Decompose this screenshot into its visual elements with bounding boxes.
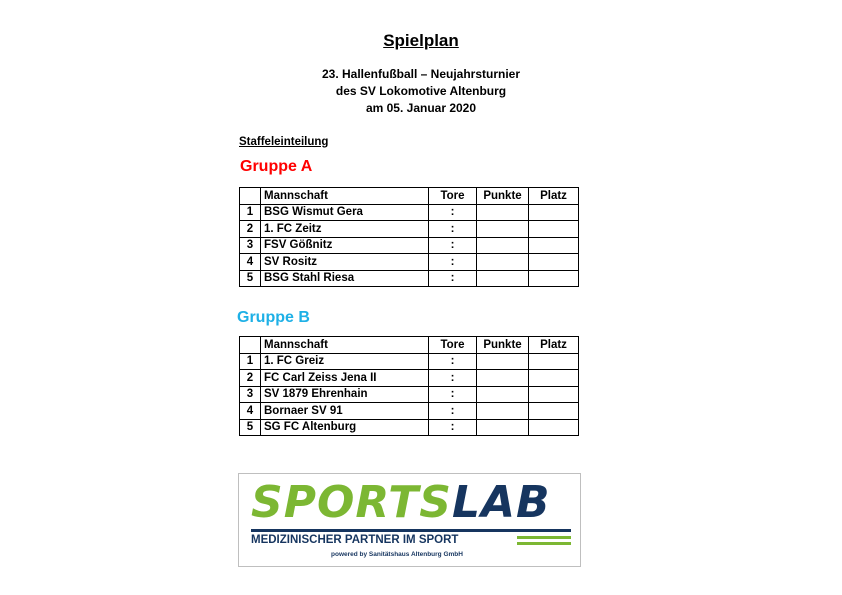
group-b-heading: Gruppe B [237,309,310,326]
row-number: 5 [240,419,261,436]
sponsor-logo-wordmark [251,478,551,528]
row-number: 4 [240,254,261,271]
goals-cell: : [429,386,477,403]
subtitle-line-2: des SV Lokomotive Altenburg [335,84,507,98]
points-cell [477,419,529,436]
subtitle-line-3: am 05. Januar 2020 [365,101,477,115]
table-header-row [240,337,579,354]
rank-cell [529,386,579,403]
points-cell [477,370,529,387]
header-team: Mannschaft [261,188,429,205]
goals-cell: : [429,353,477,370]
goals-cell: : [429,370,477,387]
table-row [240,386,579,403]
points-cell [477,221,529,238]
goals-cell: : [429,270,477,287]
row-number: 2 [240,370,261,387]
sponsor-tagline: MEDIZINISCHER PARTNER IM SPORT [251,534,459,546]
table-row [240,270,579,287]
row-number: 4 [240,403,261,420]
points-cell [477,204,529,221]
table-row [240,419,579,436]
logo-underline-navy [251,529,571,532]
points-cell [477,237,529,254]
goals-cell: : [429,204,477,221]
row-number: 2 [240,221,261,238]
team-name: Bornaer SV 91 [261,403,429,420]
goals-cell: : [429,237,477,254]
header-goals: Tore [429,188,477,205]
team-name: FC Carl Zeiss Jena II [261,370,429,387]
header-goals: Tore [429,337,477,354]
goals-cell: : [429,419,477,436]
goals-cell: : [429,221,477,238]
team-name: BSG Stahl Riesa [261,270,429,287]
rank-cell [529,237,579,254]
table-row [240,254,579,271]
tournament-subtitle [0,66,842,117]
section-label: Staffeleinteilung [239,136,329,148]
team-name: 1. FC Greiz [261,353,429,370]
points-cell [477,386,529,403]
points-cell [477,254,529,271]
header-rank: Platz [529,337,579,354]
header-points: Punkte [477,188,529,205]
logo-word-lab: LAB [451,477,551,528]
goals-cell: : [429,403,477,420]
rank-cell [529,419,579,436]
row-number: 3 [240,237,261,254]
table-row [240,370,579,387]
row-number: 5 [240,270,261,287]
table-row [240,403,579,420]
header-points: Punkte [477,337,529,354]
row-number: 1 [240,204,261,221]
logo-word-sports: SPORTS [251,477,452,528]
team-name: BSG Wismut Gera [261,204,429,221]
sponsor-powered-by: powered by Sanitätshaus Altenburg GmbH [331,551,463,558]
page-title: Spielplan [383,31,459,50]
rank-cell [529,353,579,370]
team-name: 1. FC Zeitz [261,221,429,238]
header-rank: Platz [529,188,579,205]
team-name: FSV Gößnitz [261,237,429,254]
rank-cell [529,270,579,287]
subtitle-line-1: 23. Hallenfußball – Neujahrsturnier [321,67,521,81]
header-number [240,188,261,205]
goals-cell: : [429,254,477,271]
header-number [240,337,261,354]
rank-cell [529,204,579,221]
sponsor-logo-banner [238,473,581,567]
rank-cell [529,221,579,238]
row-number: 1 [240,353,261,370]
table-row [240,353,579,370]
team-name: SV 1879 Ehrenhain [261,386,429,403]
logo-stripe-green [517,536,571,539]
table-row [240,221,579,238]
table-row [240,204,579,221]
team-name: SV Rositz [261,254,429,271]
table-row [240,237,579,254]
group-b-table [239,336,579,436]
points-cell [477,353,529,370]
group-a-heading: Gruppe A [240,158,313,175]
header-team: Mannschaft [261,337,429,354]
team-name: SG FC Altenburg [261,419,429,436]
rank-cell [529,403,579,420]
row-number: 3 [240,386,261,403]
points-cell [477,403,529,420]
rank-cell [529,370,579,387]
rank-cell [529,254,579,271]
points-cell [477,270,529,287]
logo-stripe-green [517,542,571,545]
table-header-row [240,188,579,205]
group-a-table [239,187,579,287]
